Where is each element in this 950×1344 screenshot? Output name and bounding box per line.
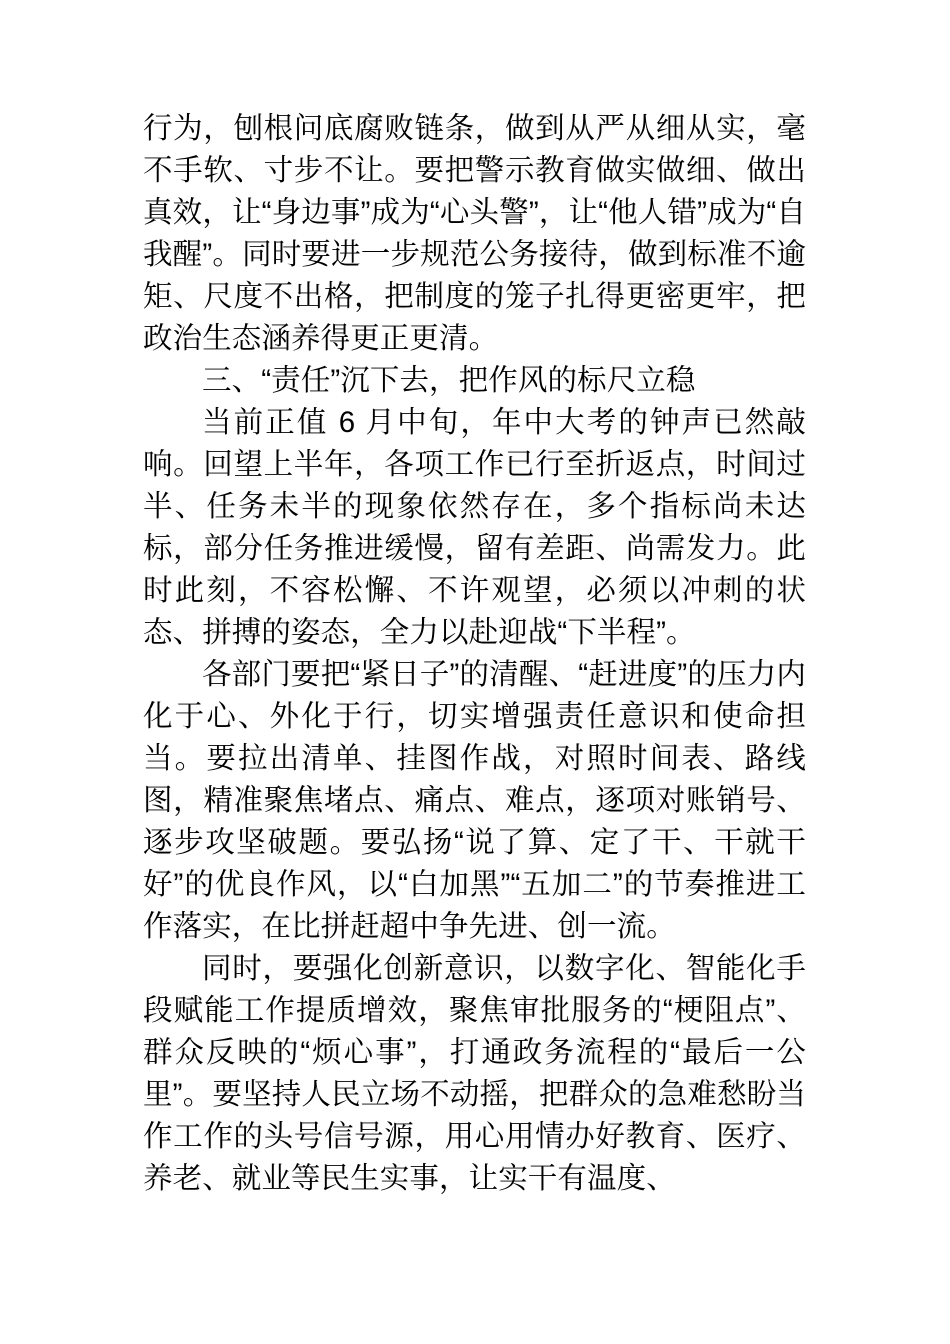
document-body [143, 108, 806, 1200]
paragraph-mid-year-review: 当前正值 6 月中旬，年中大考的钟声已然敲响。回望上半年，各项工作已行至折返点，时间过半、任务未半的现象依然存在，多个指标尚未达标，部分任务推进缓慢，留有差距、尚需发力。此时此刻，不容松懈、不许观望，必须以冲刺的状态、拼搏的姿态，全力以赴迎战“下半程”。 [143, 406, 806, 649]
section-heading-three: 三、“责任”沉下去，把作风的标尺立稳 [202, 364, 696, 397]
paragraph-departments-responsibility: 各部门要把“紧日子”的清醒、“赶进度”的压力内化于心、外化于行，切实增强责任意识和使命担当。要拉出清单、挂图作战，对照时间表、路线图，精准聚焦堵点、痛点、难点，逐项对账销号、逐步攻坚破题。要弘扬“说了算、定了干、干就干好”的优良作风，以“白加黑”“五加二”的节奏推进工作落实，在比拼赶超中争先进、创一流。 [143, 658, 806, 943]
paragraph-continuation: 行为，刨根问底腐败链条，做到从严从细从实，毫不手软、寸步不让。要把警示教育做实做细、做出真效，让“身边事”成为“心头警”，让“他人错”成为“自我醒”。同时要进一步规范公务接待，做到标准不逾矩、尺度不出格，把制度的笼子扎得更密更牢，把政治生态涵养得更正更清。 [143, 112, 806, 355]
paragraph-innovation-services: 同时，要强化创新意识，以数字化、智能化手段赋能工作提质增效，聚焦审批服务的“梗阻点”、群众反映的“烦心事”，打通政务流程的“最后一公里”。要坚持人民立场不动摇，把群众的急难愁盼当作工作的头号信号源，用心用情办好教育、医疗、养老、就业等民生实事，让实干有温度、 [143, 952, 806, 1195]
